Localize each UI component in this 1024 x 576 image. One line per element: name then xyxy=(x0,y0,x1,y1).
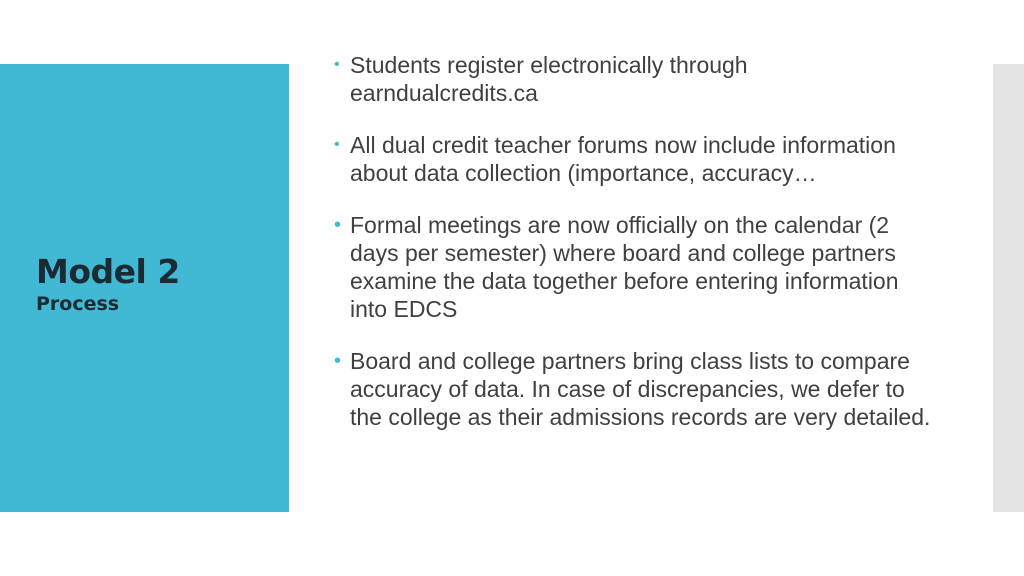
bullet-item xyxy=(334,131,934,187)
slide-subtitle: Process xyxy=(36,293,120,315)
bullet-text: Formal meetings are now officially on the calendar (2 days per semester) where board and college partners examine the data together before entering information into EDCS xyxy=(350,212,899,322)
bullet-text: All dual credit teacher forums now include information about data collection (importance, accuracy… xyxy=(350,132,896,186)
bullet-item xyxy=(334,211,934,323)
bullet-dot-icon: • xyxy=(334,136,340,153)
slide-title: Model 2 xyxy=(36,252,180,291)
title-block xyxy=(36,252,180,316)
bullet-item xyxy=(334,347,934,431)
bullet-dot-icon: • xyxy=(334,56,340,73)
bullet-dot-icon: • xyxy=(334,214,342,236)
bullet-list xyxy=(334,51,934,431)
bullet-dot-icon: • xyxy=(334,350,342,372)
bullet-text: Students register electronically through earndualcredits.ca xyxy=(350,52,748,106)
side-strip xyxy=(993,64,1024,512)
bullet-item xyxy=(334,51,934,107)
bullet-text: Board and college partners bring class lists to compare accuracy of data. In case of discrepancies, we defer to the college as their admissions records are very detailed. xyxy=(350,348,931,430)
